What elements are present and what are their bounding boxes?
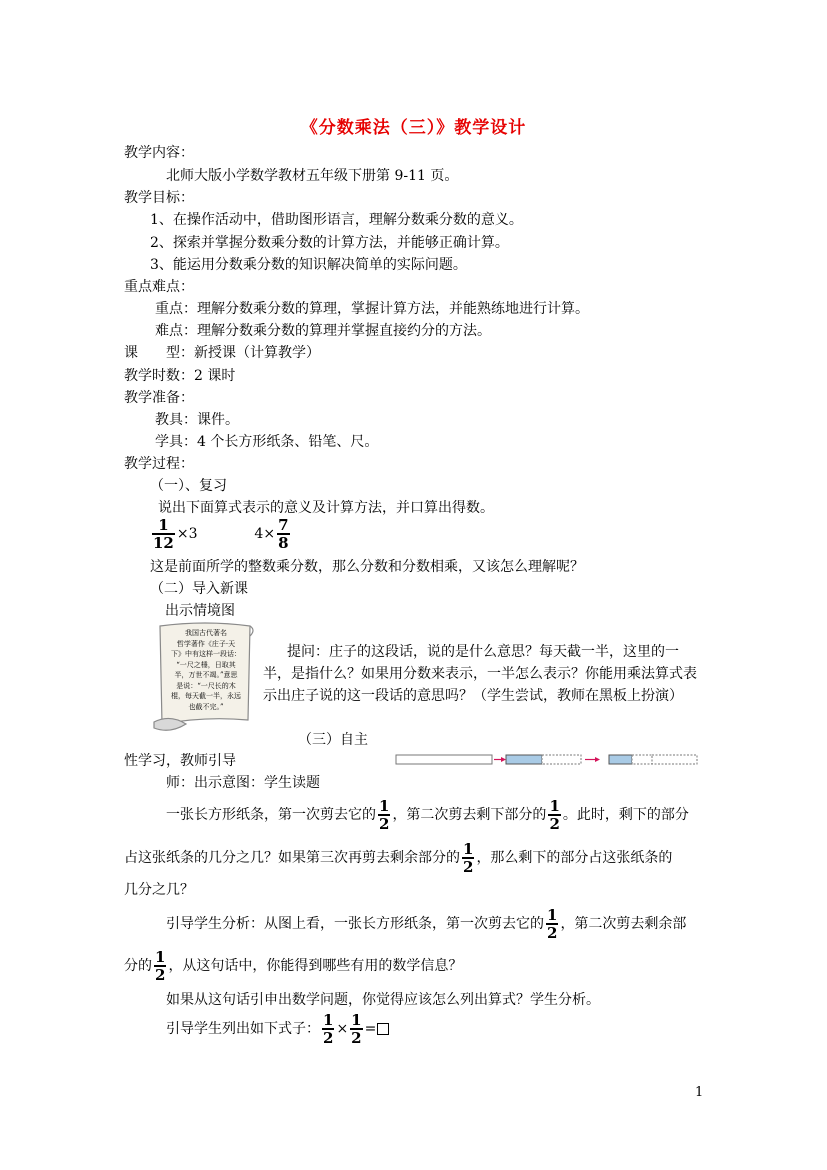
goal-item-2: 2、探索并掌握分数乘分数的计算方法，并能够正确计算。 — [150, 235, 509, 251]
fraction-half: $\frac{1}{2}$ — [549, 797, 560, 833]
fraction-half: $\frac{1}{2}$ — [463, 840, 474, 876]
self-cont: 性学习，教师引导 — [124, 753, 236, 769]
strip-half-cut-2 — [652, 755, 697, 764]
strip-quarter-kept — [609, 755, 632, 764]
review-expressions — [150, 516, 292, 552]
goals-label: 教学目标： — [124, 190, 194, 206]
intro-heading: （二）导入新课 — [150, 581, 248, 597]
question-line-2: 半，是指什么？如果用分数来表示，一半怎么表示？你能用乘法算式表 — [263, 666, 697, 682]
content-label: 教学内容： — [124, 145, 194, 161]
scroll-text: 我国古代著名 哲学著作《庄子·天 下》中有这样一段话： “一尺之棰，日取其 半，万世不竭。”意思 是说：“一尺长的木 棍，每天截一半，永远 也截不完。” — [171, 629, 241, 711]
equals-sign: = — [364, 1021, 377, 1037]
paper-strip-diagram — [395, 752, 700, 772]
times-sign: × — [336, 1021, 349, 1037]
lesson-type: 课 型：新授课（计算教学） — [124, 345, 320, 361]
prep-teacher: 教具：课件。 — [155, 412, 239, 428]
prep-label: 教学准备： — [124, 390, 194, 406]
self-heading: （三）自主 — [298, 732, 368, 748]
question-line: 如果从这句话引申出数学问题，你觉得应该怎么列出算式？学生分析。 — [166, 992, 600, 1008]
content-text: 北师大版小学数学教材五年级下册第 9-11 页。 — [166, 168, 459, 184]
guide-line-2: 分的 $\frac{1}{2}$ ，从这句话中，你能得到哪些有用的数学信息？ — [124, 948, 463, 984]
expr2-pre: 4× — [254, 526, 276, 542]
keypoint-key: 重点：理解分数乘分数的算理，掌握计算方法，并能熟练地进行计算。 — [155, 301, 589, 317]
problem-line-3: 几分之几？ — [124, 882, 194, 898]
fraction-half: $\frac{1}{2}$ — [379, 797, 390, 833]
goal-item-3: 3、能运用分数乘分数的知识解决简单的实际问题。 — [150, 257, 467, 273]
fraction-7-8: $\frac{7}{8}$ — [278, 516, 289, 552]
strip-half-cut — [542, 755, 581, 764]
page-number: 1 — [695, 1085, 704, 1100]
strip-whole — [396, 755, 492, 764]
strip-half-kept — [506, 755, 542, 764]
arrow-1-head — [501, 757, 506, 762]
scroll-illustration — [150, 620, 260, 742]
review-text: 说出下面算式表示的意义及计算方法，并口算出得数。 — [158, 500, 494, 516]
fraction-half: $\frac{1}{2}$ — [323, 1011, 334, 1047]
problem-line-2: 占这张纸条的几分之几？如果第三次再剪去剩余部分的 $\frac{1}{2}$ ，那么剩下的部分占这张纸条的 — [124, 840, 673, 876]
keypoint-difficulty: 难点：理解分数乘分数的算理并掌握直接约分的方法。 — [155, 323, 491, 339]
teacher-line: 师：出示意图：学生读题 — [166, 775, 320, 791]
keypoints-label: 重点难点： — [124, 279, 194, 295]
guide-line-1: 引导学生分析：从图上看，一张长方形纸条，第一次剪去它的 $\frac{1}{2}$ ，第二次剪去剩余部 — [166, 906, 687, 942]
page-title: 《分数乘法（三）》教学设计 — [300, 118, 527, 138]
fraction-half: $\frac{1}{2}$ — [351, 1011, 362, 1047]
fraction-half: $\frac{1}{2}$ — [155, 948, 166, 984]
equation-line: 引导学生列出如下式子： $\frac{1}{2}$ × $\frac{1}{2}$ = — [166, 1011, 389, 1047]
fraction-half: $\frac{1}{2}$ — [547, 906, 558, 942]
arrow-2-head — [595, 757, 600, 762]
lesson-hours: 教学时数：2 课时 — [124, 368, 236, 384]
problem-line-1: 一张长方形纸条，第一次剪去它的 $\frac{1}{2}$ ，第二次剪去剩下部分的 $\frac{1}{2}$ 。此时，剩下的部分 — [166, 797, 689, 833]
goal-item-1: 1、在操作活动中，借助图形语言，理解分数乘分数的意义。 — [150, 212, 523, 228]
process-label: 教学过程： — [124, 456, 194, 472]
prep-student: 学具：4 个长方形纸条、铅笔、尺。 — [155, 434, 379, 450]
question-line-1: 提问：庄子的这段话，说的是什么意思？每天截一半，这里的一 — [287, 644, 679, 660]
expr1-rest: ×3 — [176, 526, 198, 542]
review-heading: （一）、复习 — [150, 478, 227, 494]
question-line-3: 示出庄子说的这一段话的意思吗？（学生尝试，教师在黑板上扮演） — [263, 688, 683, 704]
review-after: 这是前面所学的整数乘分数，那么分数和分数相乘，又该怎么理解呢？ — [150, 559, 584, 575]
fraction-1-12: $\frac{1}{12}$ — [153, 516, 174, 552]
answer-box — [377, 1023, 389, 1035]
strip-quarter-cut — [632, 755, 652, 764]
intro-sub: 出示情境图 — [165, 603, 235, 619]
